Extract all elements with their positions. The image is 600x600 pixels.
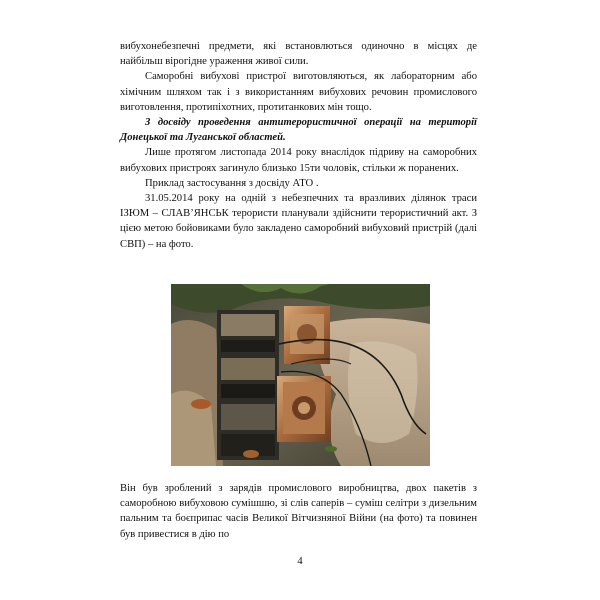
page-number: 4 [297, 556, 303, 567]
section-heading-ato-experience: З досвіду проведення антитерористичної операції на території Донецької та Луганської областей. [120, 117, 477, 144]
paragraph-november-casualties: Лише протягом листопада 2014 року внаслідок підриву на саморобних вибухових пристроях загинуло близько 15ти чоловік, стільки ж поранених. [120, 147, 477, 174]
ied-photo [171, 284, 430, 466]
paragraph-continuation: вибухонебезпечні предмети, які встановлються одиночно в місцях де найбільш вірогідне ураження живої сили. [120, 41, 477, 68]
text-block-bottom [120, 481, 477, 542]
paragraph-ato-example-intro: Приклад застосування з досвіду АТО . [145, 177, 319, 189]
paragraph-ied-manufacture: Саморобні вибухові пристрої виготовляються, як лабораторним або хімічним шляхом так і з використанням вибухових речовин промислового виготовлення, протипіхотних, протитанкових мін тощо. [120, 71, 477, 113]
text-block-top [120, 39, 477, 252]
paragraph-ied-composition: Він був зроблений з зарядів промислового виробництва, двох пакетів з саморобною вибуховою сумішшю, зі слів саперів – суміш селітри з дизельним пальним та боєприпас часів Великої Вітчизняної Війни (на фото) та повинен був привестися в дію по [120, 483, 477, 540]
paragraph-izium-slovyansk-incident: 31.05.2014 року на одній з небезпечних та вразливих ділянок траси ІЗЮМ – СЛАВ’ЯНСЬК терористи планували здійснити терористичний акт. З цією метою бойовиками було закладено саморобний вибуховий пристрій (далі СВП) – на фото. [120, 193, 477, 250]
